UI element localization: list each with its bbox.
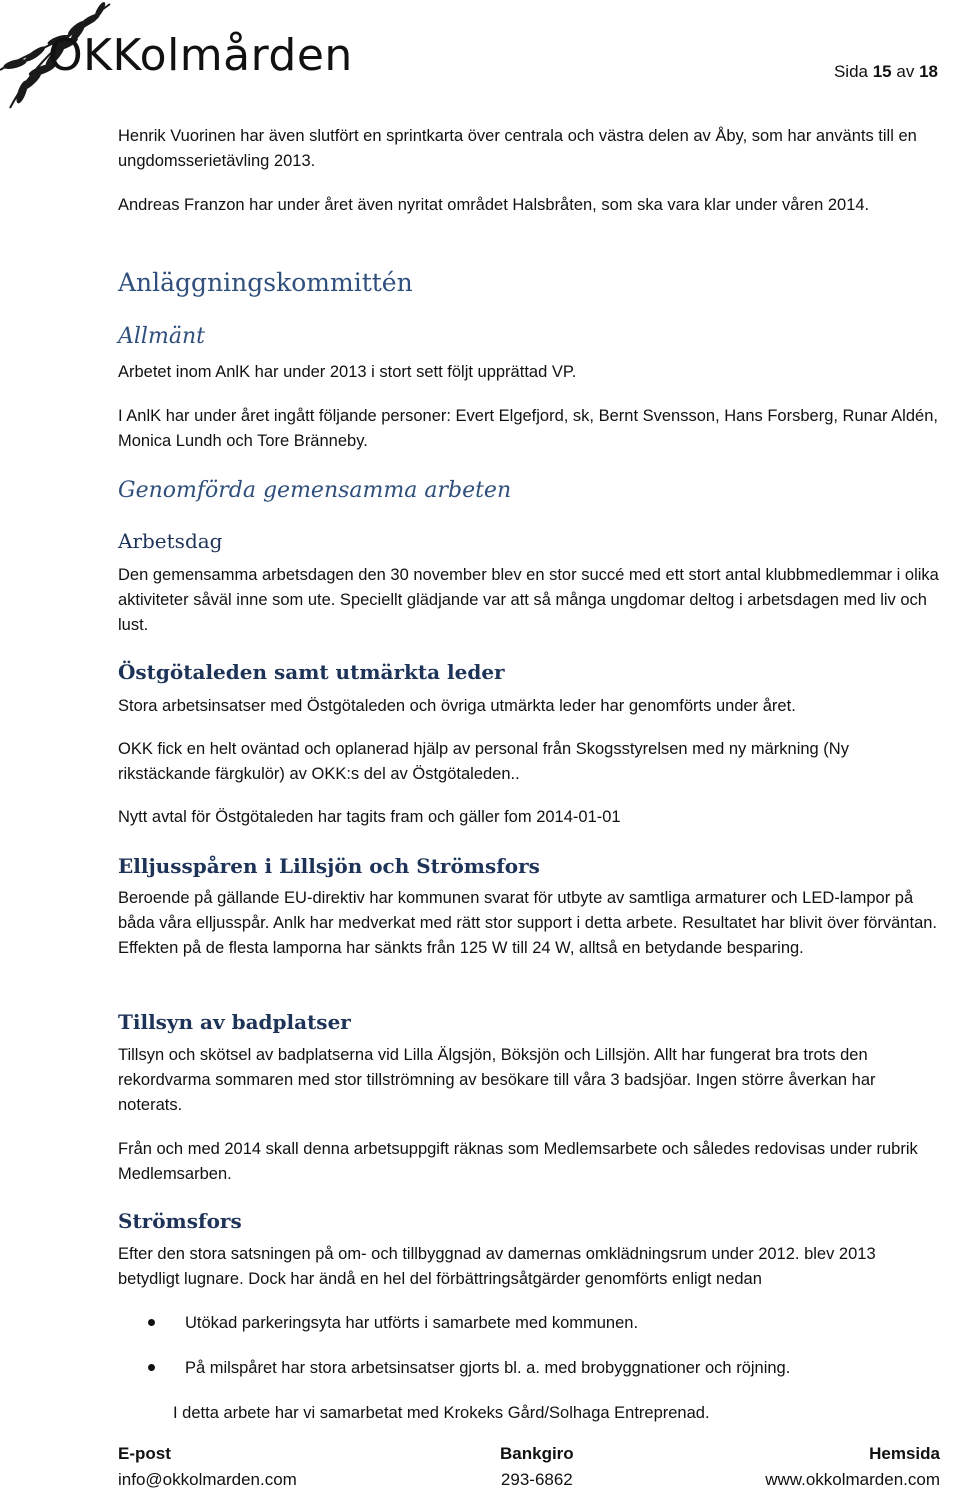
page-number [834, 62, 938, 82]
footer-web-label: Hemsida [869, 1444, 940, 1463]
bullet-item-1: Utökad parkeringsyta har utförts i samarbete med kommunen. [185, 1314, 639, 1332]
ostgota-paragraph-1: Stora arbetsinsatser med Östgötaleden och övriga utmärkta leder har genomförts under året. [118, 697, 796, 715]
allmant-heading: Allmänt [118, 324, 205, 349]
badplatser-paragraph-2: Från och med 2014 skall denna arbetsuppgift räknas som Medlemsarbete och således redovisas under rubrik Medlemsarben. [118, 1140, 918, 1183]
footer [118, 1441, 940, 1493]
stromsfors-paragraph: Efter den stora satsningen på om- och tillbyggnad av damernas omklädningsrum under 2012. blev 2013 betydligt lugnare. Dock har ändå en hel del förbättringsåtgärder genomförts enligt nedan [118, 1245, 876, 1288]
bullet-dot-2 [148, 1364, 155, 1371]
ostgota-heading: Östgötaleden samt utmärkta leder [118, 660, 505, 684]
badplatser-heading: Tillsyn av badplatser [118, 1010, 351, 1034]
footer-bankgiro-value: 293-6862 [500, 1470, 573, 1489]
intro-paragraph-1: Henrik Vuorinen har även slutfört en sprintkarta över centrala och västra delen av Åby, som har använts till en ungdomsserietävling 2013. [118, 127, 917, 170]
page-of: av [896, 62, 915, 81]
allmant-paragraph-1: Arbetet inom AnlK har under 2013 i stort sett följt upprättad VP. [118, 363, 577, 381]
footer-website [765, 1441, 940, 1493]
logo-text: OKKolmården [48, 30, 353, 81]
arbetsdag-paragraph: Den gemensamma arbetsdagen den 30 november blev en stor succé med ett stort antal klubbmedlemmar i olika aktiviteter såväl inne som ute. Speciellt glädjande var att så många ungdomar deltog i arbetsdagen med liv och lust. [118, 566, 939, 634]
footer-bankgiro-label: Bankgiro [500, 1444, 574, 1463]
page-total: 18 [919, 62, 938, 81]
ostgota-paragraph-3: Nytt avtal för Östgötaleden har tagits fram och gäller fom 2014-01-01 [118, 808, 621, 826]
bullet-dot-1 [148, 1319, 155, 1326]
gemensamma-heading: Genomförda gemensamma arbeten [118, 478, 512, 503]
elljus-heading: Elljusspåren i Lillsjön och Strömsfors [118, 854, 540, 878]
stromsfors-heading: Strömsfors [118, 1209, 242, 1233]
footer-email-label: E-post [118, 1444, 171, 1463]
page-current: 15 [872, 62, 892, 81]
footer-bankgiro [500, 1441, 574, 1493]
allmant-paragraph-2: I AnlK har under året ingått följande personer: Evert Elgefjord, sk, Bernt Svensson, Hans Forsberg, Runar Aldén, Monica Lundh och Tore Bränneby. [118, 407, 938, 450]
bullet-item-2: På milspåret har stora arbetsinsatser gjorts bl. a. med brobyggnationer och röjning. [185, 1359, 791, 1377]
badplatser-paragraph-1: Tillsyn och skötsel av badplatserna vid Lilla Älgsjön, Böksjön och Lillsjön. Allt har fungerat bra trots den rekordvarma sommaren med stor tillströmning av besökare till våra 3 badsjöar. Ingen större åverkan har noterats. [118, 1046, 876, 1114]
page-label: Sida [833, 62, 868, 81]
footer-email [118, 1441, 297, 1493]
footer-email-value[interactable]: info@okkolmarden.com [118, 1470, 297, 1489]
ostgota-paragraph-2: OKK fick en helt oväntad och oplanerad hjälp av personal från Skogsstyrelsen med ny märkning (Ny rikstäckande färgkulör) av OKK:s del av Östgötaleden.. [118, 740, 849, 783]
arbetsdag-heading: Arbetsdag [118, 529, 223, 553]
stromsfors-note: I detta arbete har vi samarbetat med Krokeks Gård/Solhaga Entreprenad. [173, 1404, 710, 1422]
elljus-paragraph: Beroende på gällande EU-direktiv har kommunen svarat för utbyte av samtliga armaturer och LED-lampor på båda våra elljusspår. Anlk har medverkat med rätt stor support i detta arbete. Resultatet har blivit över förväntan. Effekten på de flesta lamporna har sänkts från 125 W till 24 W, alltså en betydande besparing. [118, 889, 938, 957]
footer-web-value[interactable]: www.okkolmarden.com [765, 1470, 940, 1489]
section-title: Anläggningskommittén [118, 268, 413, 297]
intro-paragraph-2: Andreas Franzon har under året även nyritat området Halsbråten, som ska vara klar under våren 2014. [118, 196, 870, 214]
